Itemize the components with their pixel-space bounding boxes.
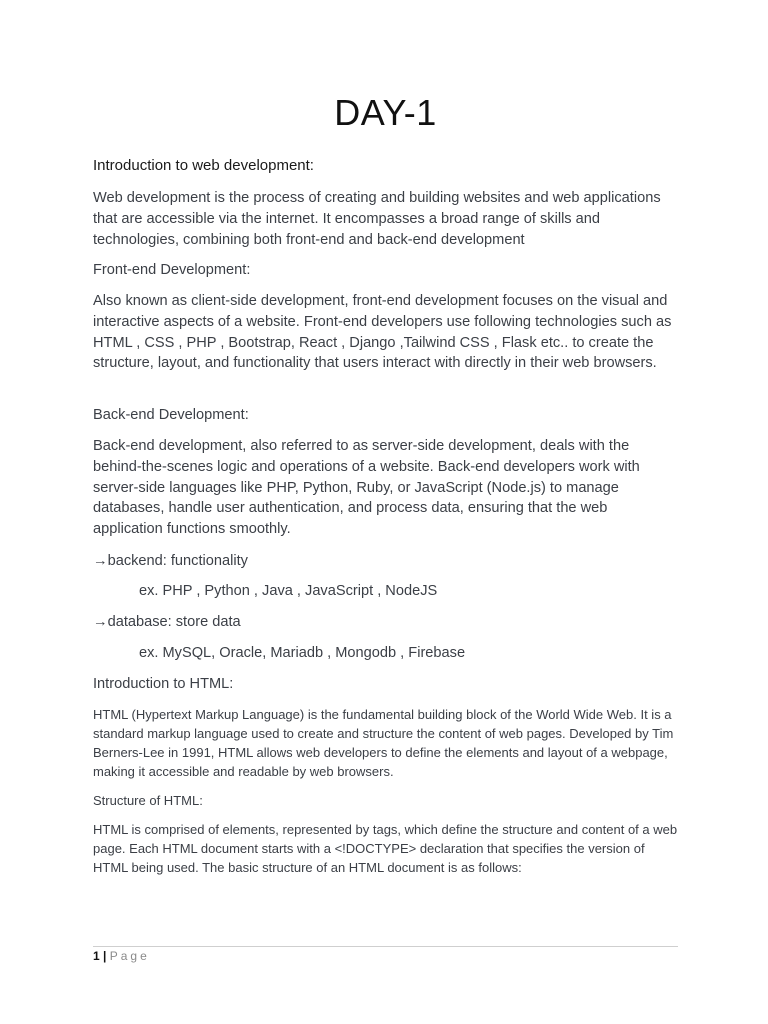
database-example: ex. MySQL, Oracle, Mariadb , Mongodb , Firebase (139, 645, 466, 661)
frontend-heading: Front-end Development: (93, 262, 251, 278)
backend-heading: Back-end Development: (93, 407, 249, 423)
database-list-item: →database: store data (93, 614, 241, 630)
backend-example: ex. PHP , Python , Java , JavaScript , NodeJS (139, 583, 438, 599)
page-title: DAY-1 (334, 92, 437, 133)
footer-separator: | (103, 949, 107, 963)
html-paragraph: HTML (Hypertext Markup Language) is the fundamental building block of the World Wide Web. It is a standard markup language used to create and structure the content of web pages. Developed by Tim Berners-Lee in 1991, HTML allows web developers to define the elements and layout of a webpage, making it accessible and readable by web browsers. (93, 707, 674, 779)
page-number: 1 (93, 949, 100, 963)
page-footer (93, 948, 150, 964)
structure-heading: Structure of HTML: (93, 793, 203, 808)
page-label: Page (109, 949, 150, 963)
backend-list-item: →backend: functionality (93, 553, 248, 569)
structure-paragraph: HTML is comprised of elements, represented by tags, which define the structure and content of a web page. Each HTML document starts with a <!DOCTYPE> declaration that specifies the version of HTML being used. The basic structure of an HTML document is as follows: (93, 822, 678, 875)
frontend-paragraph: Also known as client-side development, front-end development focuses on the visual and interactive aspects of a website. Front-end developers use following technologies such as HTML , CSS , PHP , Bootstrap, React , Django ,Tailwind CSS , Flask etc.. to create the structure, layout, and functionality that users interact with directly in their web browsers. (93, 293, 672, 372)
footer-divider (93, 946, 678, 947)
intro-heading: Introduction to web development: (93, 157, 314, 174)
intro-paragraph: Web development is the process of creating and building websites and web applications that are accessible via the internet. It encompasses a broad range of skills and technologies, combining both front-end and back-end development (93, 190, 661, 248)
html-heading: Introduction to HTML: (93, 676, 234, 692)
backend-paragraph: Back-end development, also referred to as server-side development, deals with the behind-the-scenes logic and operations of a website. Back-end developers work with server-side languages like PHP, Python, Ruby, or JavaScript (Node.js) to manage databases, handle user authentication, and process data, ensuring that the web application functions smoothly. (93, 438, 640, 538)
